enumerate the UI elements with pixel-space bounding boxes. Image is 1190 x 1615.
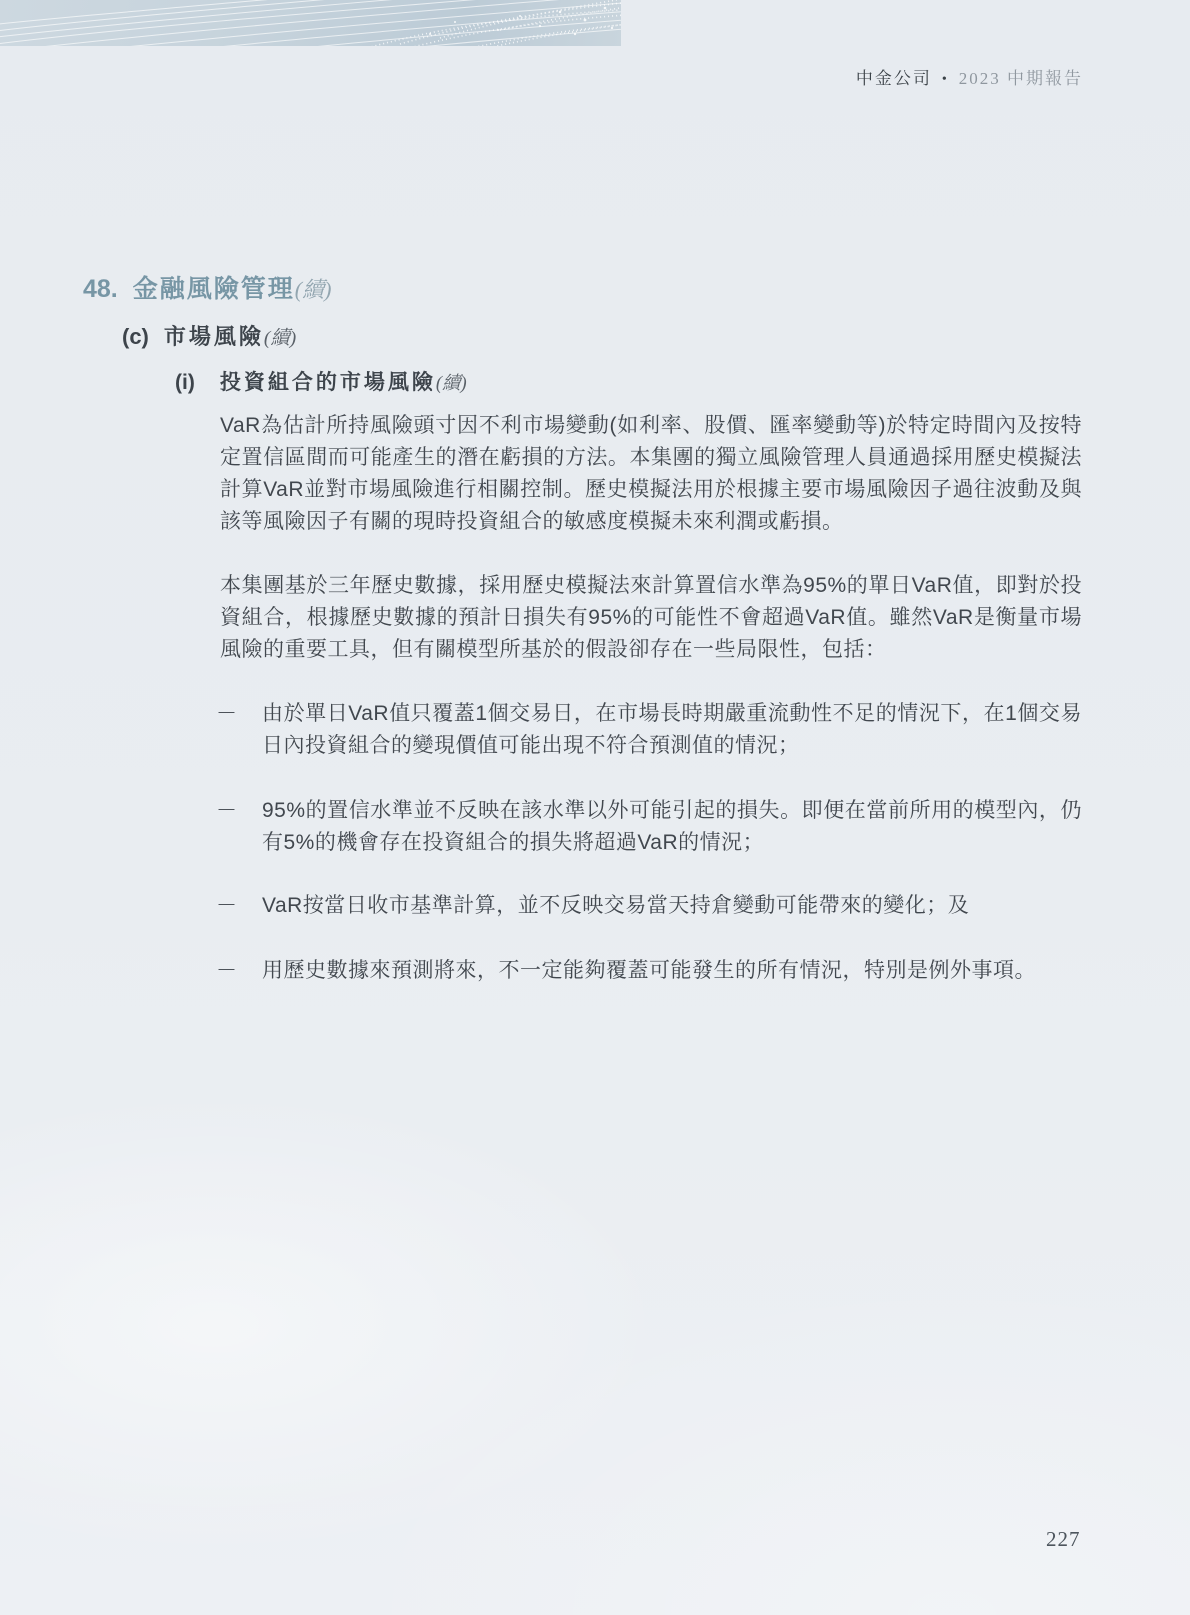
paragraph-var-definition: VaR為估計所持風險頭寸因不利市場變動(如利率、股價、匯率變動等)於特定時間內及按特定置信區間而可能產生的潛在虧損的方法。本集團的獨立風險管理人員通過採用歷史模擬法計算VaR並對市場風險進行相關控制。歷史模擬法用於根據主要市場風險因子過往波動及與該等風險因子有關的現時投資組合的敏感度模擬未來利潤或虧損。: [220, 414, 1082, 533]
subsection-c-heading: [122, 320, 296, 351]
section-title: 金融風險管理: [132, 275, 295, 303]
header-bullet-separator: •: [941, 72, 949, 87]
banner-decoration: [0, 0, 621, 46]
dash-bullet-marker: －: [216, 799, 237, 822]
subsection-c-title: 市場風險: [163, 324, 264, 349]
banner-decoration-graphic: [0, 0, 621, 46]
list-item-text: 用歷史數據來預測將來，不一定能夠覆蓋可能發生的所有情況，特別是例外事項。: [262, 959, 1036, 982]
dash-bullet-marker: －: [216, 702, 237, 725]
list-item-text: 由於單日VaR值只覆蓋1個交易日，在市場長時期嚴重流動性不足的情況下，在1個交易日內投資組合的變現價值可能出現不符合預測值的情況；: [262, 702, 1082, 757]
list-item: [216, 955, 1082, 987]
section-number: 48.: [83, 275, 118, 303]
running-header-company: 中金公司: [855, 69, 932, 88]
list-item: [216, 890, 1082, 922]
running-header: [856, 64, 1083, 89]
dash-bullet-marker: －: [216, 894, 237, 917]
paragraph-var-methodology: 本集團基於三年歷史數據，採用歷史模擬法來計算置信水準為95%的單日VaR值，即對於投資組合，根據歷史數據的預計日損失有95%的可能性不會超過VaR值。雖然VaR是衡量市場風險的重要工具，但有關模型所基於的假設卻存在一些局限性，包括：: [220, 574, 1082, 661]
subsection-i-label: (i): [175, 371, 195, 394]
subsection-c-label: (c): [122, 324, 149, 349]
list-item-text: VaR按當日收市基準計算，並不反映交易當天持倉變動可能帶來的變化；及: [262, 894, 970, 917]
page-number: 227: [1046, 1527, 1081, 1551]
list-item-text: 95%的置信水準並不反映在該水準以外可能引起的損失。即便在當前所用的模型內，仍有5%的機會存在投資組合的損失將超過VaR的情況；: [262, 799, 1082, 854]
dash-bullet-marker: －: [216, 959, 237, 982]
subsection-i-title: 投資組合的市場風險: [219, 371, 436, 394]
subsection-i-heading: [175, 366, 467, 396]
list-item: [216, 698, 1082, 762]
subsection-c-continued-note: (續): [263, 328, 297, 349]
running-header-report-title: 2023 中期報告: [958, 69, 1083, 88]
list-item: [216, 795, 1082, 859]
subsection-i-continued-note: (續): [435, 373, 467, 393]
section-heading: [83, 269, 331, 305]
section-continued-note: (續): [294, 277, 332, 302]
